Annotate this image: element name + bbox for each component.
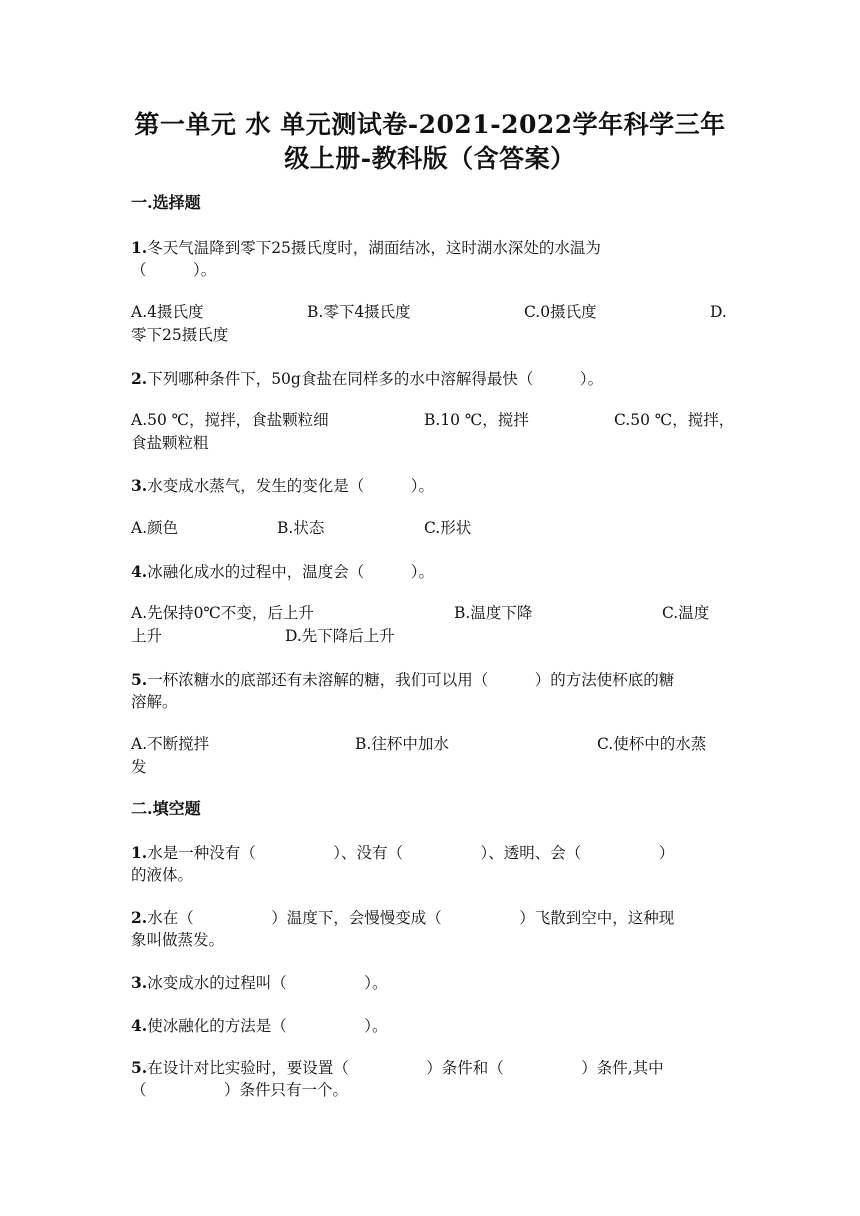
question-text: 冰变成水的过程叫（ ）。 (147, 974, 388, 992)
option-a: A.4摄氏度 (131, 303, 204, 321)
question-number: 5. (131, 670, 148, 689)
option-c: C.0摄氏度 (524, 303, 597, 321)
option-b: B.状态 (277, 519, 325, 537)
option-c-continued: 上升 (131, 627, 163, 645)
option-c: C.使杯中的水蒸 (597, 735, 707, 753)
blank-question-5-line2: （ ）条件只有一个。 (131, 1081, 349, 1099)
option-a: A.颜色 (131, 519, 179, 537)
option-b: B.往杯中加水 (355, 735, 449, 753)
blank-question-1-line2: 的液体。 (131, 866, 194, 884)
option-c: C.形状 (424, 519, 472, 537)
option-c-continued: 食盐颗粒粗 (131, 434, 209, 452)
question-5-line1 (131, 668, 674, 692)
page-title-line2: 级上册-教科版（含答案） (284, 144, 576, 173)
option-c: C.温度 (662, 604, 710, 622)
question-1-line1 (131, 236, 601, 260)
option-d: D. (710, 303, 727, 321)
blank-question-2-line2: 象叫做蒸发。 (131, 931, 225, 949)
option-b: B.温度下降 (454, 604, 533, 622)
question-5-line2: 溶解。 (131, 693, 178, 711)
option-b: B.10 ℃，搅拌 (424, 411, 529, 429)
option-b: B.零下4摄氏度 (307, 303, 411, 321)
option-d-continued: 零下25摄氏度 (131, 326, 229, 344)
question-number: 4. (131, 1016, 148, 1035)
question-number: 1. (131, 238, 148, 257)
question-2 (131, 367, 603, 391)
blank-question-3 (131, 971, 387, 995)
option-a: A.先保持0℃不变，后上升 (131, 604, 314, 622)
question-number: 3. (131, 973, 148, 992)
question-text: 水是一种没有（ ）、没有（ ）、透明、会（ ） (147, 844, 675, 862)
question-text: 一杯浓糖水的底部还有未溶解的糖，我们可以用（ ）的方法使杯底的糖 (147, 671, 675, 689)
question-number: 4. (131, 562, 148, 581)
question-text: 水变成水蒸气，发生的变化是（ ）。 (147, 477, 434, 495)
blank-question-1-line1 (131, 841, 674, 865)
option-c-continued: 发 (131, 758, 147, 776)
question-text: 使冰融化的方法是（ ）。 (147, 1017, 388, 1035)
option-a: A.50 ℃，搅拌，食盐颗粒细 (131, 411, 329, 429)
question-text: 下列哪种条件下，50g食盐在同样多的水中溶解得最快（ ）。 (147, 370, 604, 388)
question-text: 水在（ ）温度下，会慢慢变成（ ）飞散到空中，这种现 (147, 909, 675, 927)
section-heading-choice: 一.选择题 (131, 193, 201, 212)
option-a: A.不断搅拌 (131, 735, 210, 753)
section-heading-fill-blank: 二.填空题 (131, 799, 201, 818)
option-c: C.50 ℃，搅拌， (614, 411, 735, 429)
blank-question-4 (131, 1014, 387, 1038)
question-number: 1. (131, 843, 148, 862)
question-text: 冬天气温降到零下25摄氏度时，湖面结冰，这时湖水深处的水温为 (147, 239, 601, 257)
question-4 (131, 560, 434, 584)
blank-question-2-line1 (131, 906, 674, 930)
question-text: 在设计对比实验时，要设置（ ）条件和（ ）条件,其中 (147, 1059, 664, 1077)
question-text: 冰融化成水的过程中，温度会（ ）。 (147, 563, 434, 581)
question-number: 5. (131, 1058, 148, 1077)
question-number: 3. (131, 476, 148, 495)
page-title-line1: 第一单元 水 单元测试卷-2021-2022学年科学三年 (134, 110, 726, 139)
blank-question-5-line1 (131, 1056, 664, 1080)
question-number: 2. (131, 369, 148, 388)
question-1-line2: （ ）。 (131, 261, 217, 279)
question-3 (131, 474, 434, 498)
question-number: 2. (131, 908, 148, 927)
option-d: D.先下降后上升 (285, 627, 395, 645)
